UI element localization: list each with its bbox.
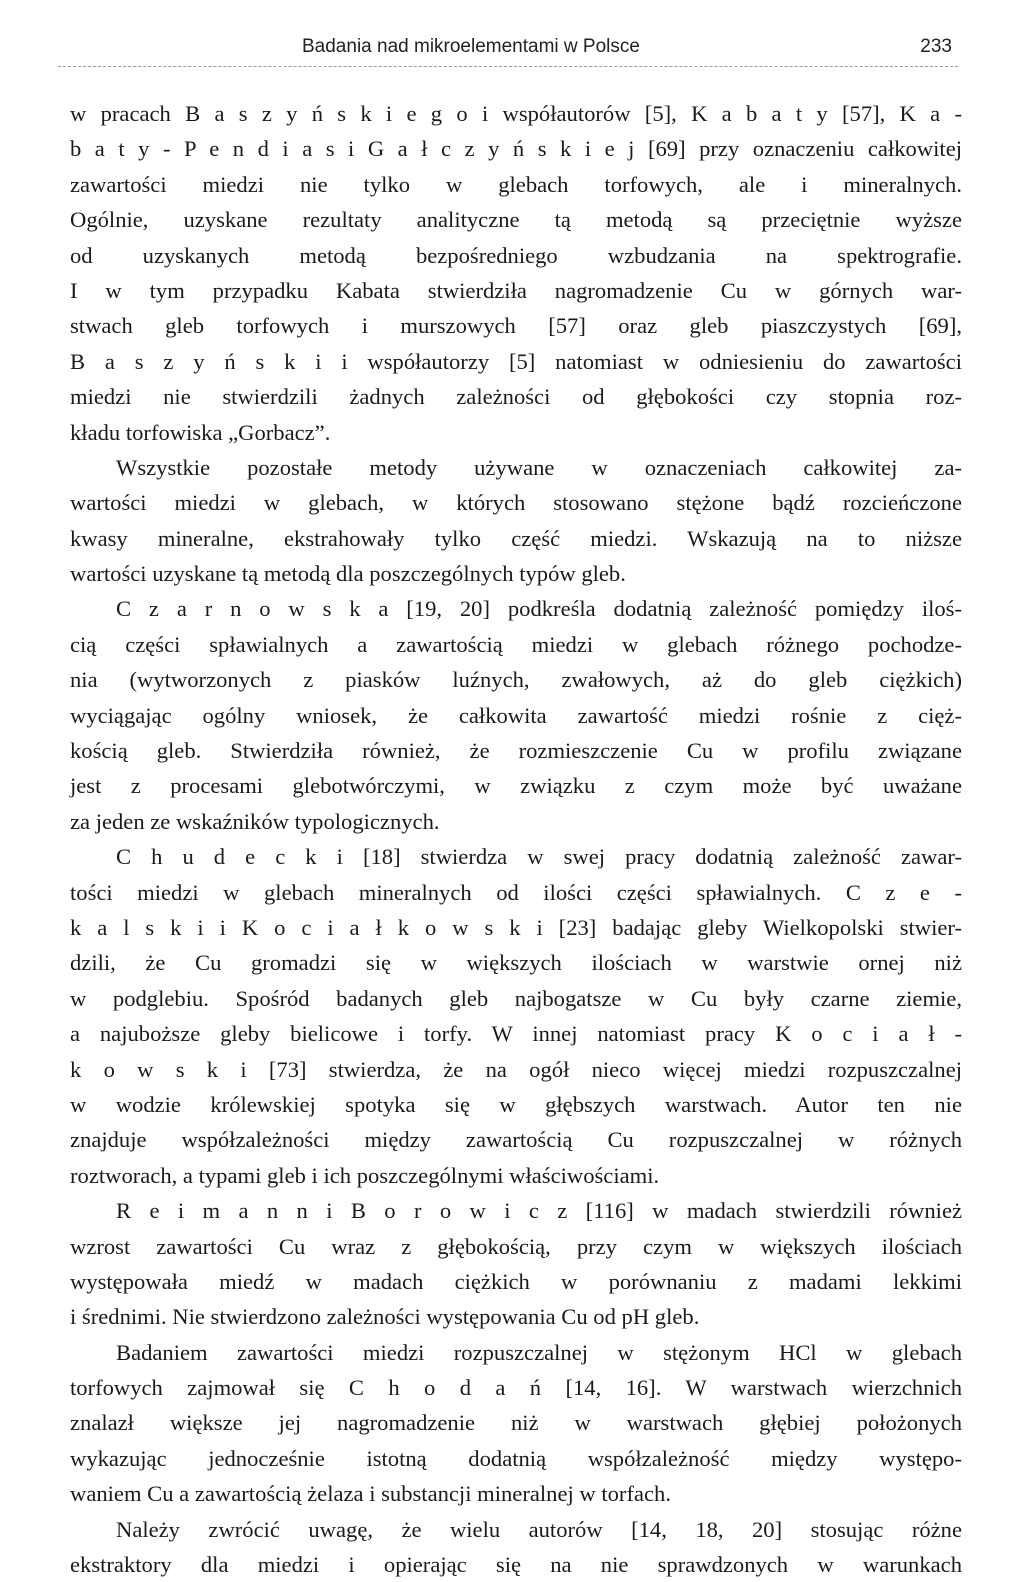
- text-line: jest z procesami glebotwórczymi, w związku z czym może być uważane: [70, 773, 962, 799]
- text-line: R e i m a n n i B o r o w i c z [116] w madach stwierdzili również: [116, 1198, 962, 1224]
- text-line: nia (wytworzonych z piasków luźnych, zwałowych, aż do gleb ciężkich): [70, 667, 962, 693]
- text-line: dzili, że Cu gromadzi się w większych ilościach w warstwie ornej niż: [70, 950, 962, 976]
- page-header: [70, 36, 956, 64]
- text-line: B a s z y ń s k i i współautorzy [5] natomiast w odniesieniu do zawartości: [70, 348, 962, 374]
- running-title: Badania nad mikroelementami w Polsce: [302, 36, 640, 57]
- text-line: miedzi nie stwierdzili żadnych zależności od głębokości czy stopnia roz-: [70, 384, 962, 410]
- text-line: C z a r n o w s k a [19, 20] podkreśla dodatnią zależność pomiędzy iloś-: [116, 596, 962, 622]
- text-line: Wszystkie pozostałe metody używane w oznaczeniach całkowitej za-: [116, 454, 962, 480]
- body-text: [70, 96, 962, 1582]
- text-line: i średnimi. Nie stwierdzono zależności występowania Cu od pH gleb.: [70, 1304, 700, 1330]
- page-number: 233: [920, 36, 952, 57]
- text-line: od uzyskanych metodą bezpośredniego wzbudzania na spektrografie.: [70, 242, 962, 268]
- text-line: stwach gleb torfowych i murszowych [57] oraz gleb piaszczystych [69],: [70, 313, 962, 339]
- text-line: C h u d e c k i [18] stwierdza w swej pracy dodatnią zależność zawar-: [116, 844, 962, 870]
- text-line: Należy zwrócić uwagę, że wielu autorów [14, 18, 20] stosując różne: [116, 1516, 962, 1542]
- text-line: cią części spławialnych a zawartością miedzi w glebach różnego pochodze-: [70, 631, 962, 657]
- text-line: tości miedzi w glebach mineralnych od ilości części spławialnych. C z e -: [70, 879, 962, 905]
- text-line: k o w s k i [73] stwierdza, że na ogół nieco więcej miedzi rozpuszczalnej: [70, 1056, 962, 1082]
- text-line: k a l s k i i K o c i a ł k o w s k i [23] badając gleby Wielkopolski stwier-: [70, 914, 962, 940]
- text-line: wyciągając ogólny wniosek, że całkowita zawartość miedzi rośnie z cięż-: [70, 702, 962, 728]
- text-line: torfowych zajmował się C h o d a ń [14, 16]. W warstwach wierzchnich: [70, 1375, 962, 1401]
- text-line: zawartości miedzi nie tylko w glebach torfowych, ale i mineralnych.: [70, 171, 962, 197]
- text-line: a najuboższe gleby bielicowe i torfy. W innej natomiast pracy K o c i a ł -: [70, 1021, 962, 1047]
- text-line: ekstraktory dla miedzi i opierając się na nie sprawdzonych w warunkach: [70, 1552, 962, 1578]
- text-line: w wodzie królewskiej spotyka się w głębszych warstwach. Autor ten nie: [70, 1091, 962, 1117]
- text-line: kością gleb. Stwierdziła również, że rozmieszczenie Cu w profilu związane: [70, 738, 962, 764]
- text-line: znajduje współzależności między zawartością Cu rozpuszczalnej w różnych: [70, 1127, 962, 1153]
- text-line: kładu torfowiska „Gorbacz”.: [70, 419, 331, 445]
- text-line: Ogólnie, uzyskane rezultaty analityczne tą metodą są przeciętnie wyższe: [70, 207, 962, 233]
- text-line: kwasy mineralne, ekstrahowały tylko część miedzi. Wskazują na to niższe: [70, 525, 962, 551]
- text-line: wykazując jednocześnie istotną dodatnią współzależność między występo-: [70, 1445, 962, 1471]
- text-line: I w tym przypadku Kabata stwierdziła nagromadzenie Cu w górnych war-: [70, 277, 962, 303]
- text-line: wartości miedzi w glebach, w których stosowano stężone bądź rozcieńczone: [70, 490, 962, 516]
- text-line: za jeden ze wskaźników typologicznych.: [70, 808, 440, 834]
- text-line: Badaniem zawartości miedzi rozpuszczalnej w stężonym HCl w glebach: [116, 1339, 962, 1365]
- text-line: waniem Cu a zawartością żelaza i substancji mineralnej w torfach.: [70, 1481, 671, 1507]
- text-line: w pracach B a s z y ń s k i e g o i współautorów [5], K a b a t y [57], K a -: [70, 101, 962, 126]
- text-line: roztworach, a typami gleb i ich poszczególnymi właściwościami.: [70, 1162, 660, 1188]
- text-line: znalazł większe jej nagromadzenie niż w warstwach głębiej położonych: [70, 1410, 962, 1436]
- header-rule: [58, 66, 958, 67]
- text-line: występowała miedź w madach ciężkich w porównaniu z madami lekkimi: [70, 1268, 962, 1294]
- text-line: wzrost zawartości Cu wraz z głębokością, przy czym w większych ilościach: [70, 1233, 962, 1259]
- text-line: w podglebiu. Spośród badanych gleb najbogatsze w Cu były czarne ziemie,: [70, 985, 962, 1011]
- text-line: wartości uzyskane tą metodą dla poszczególnych typów gleb.: [70, 561, 626, 587]
- text-line: b a t y - P e n d i a s i G a ł c z y ń s k i e j [69] przy oznaczeniu całkowitej: [70, 136, 962, 162]
